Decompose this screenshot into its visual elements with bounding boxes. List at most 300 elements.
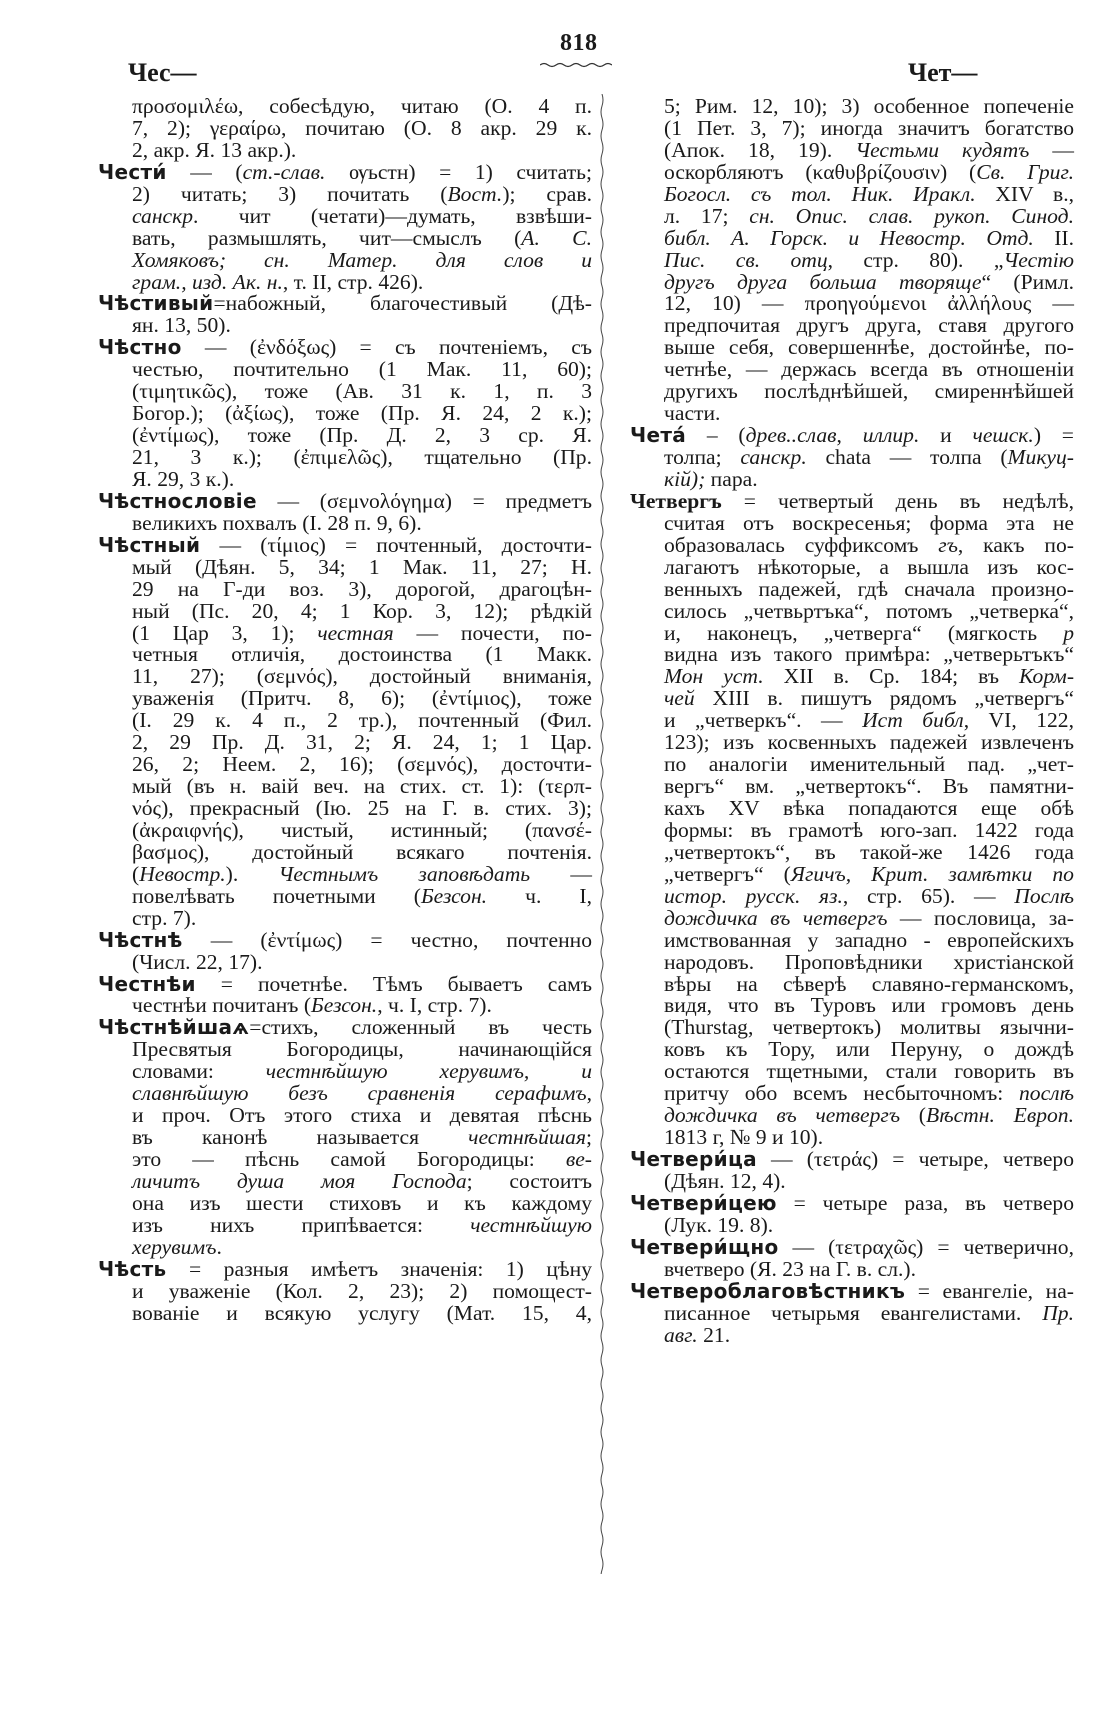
text-line [630, 381, 1074, 403]
text-line [98, 403, 592, 425]
text-line [98, 817, 592, 842]
text-run: ) = [1033, 423, 1074, 448]
entry-headword-line [98, 488, 592, 513]
italic-text: сн. Опис. слав. рукоп. Синод. [749, 203, 1074, 228]
text-run: (І. 29 к. 4 п., 2 тр.), почтенный (Фил. [132, 708, 592, 733]
text-line [630, 598, 1074, 623]
headword: Четвери́щно [630, 1234, 779, 1259]
italic-text: послѣ [1019, 1081, 1074, 1106]
text-run: силось „четвьртъка“, потомъ „четверка́“, [664, 598, 1074, 623]
text-line [98, 644, 592, 666]
text-run: народовъ. Проповѣдники христіанской [664, 949, 1074, 974]
text-run: (Thurstag, четвертокъ) молитвы язычни- [664, 1015, 1074, 1040]
text-line [630, 971, 1074, 996]
italic-text: Безсон. [420, 883, 488, 908]
italic-text: Невостр. [139, 861, 226, 886]
text-run: ян. 13, 50). [132, 313, 231, 338]
text-line [630, 554, 1074, 579]
italic-text: чей [664, 686, 695, 711]
text-line [630, 137, 1074, 162]
text-line [630, 576, 1074, 601]
text-line [630, 1127, 1074, 1149]
text-run: (Апок. 18, 19). [664, 137, 856, 162]
text-run: , VI, 122, [963, 708, 1074, 733]
text-run: XIV в., [975, 181, 1074, 206]
text-run: ковъ къ Тору, или Перуну, о дождѣ [664, 1037, 1074, 1062]
text-run: — (ἐνδόξως) = съ почтеніемъ, съ [181, 335, 592, 360]
headword: Четвери́цею [630, 1190, 777, 1215]
text-run: , ч. I, стр. 7). [377, 993, 492, 1018]
text-line [98, 576, 592, 601]
text-line [630, 359, 1074, 381]
headword: Честнѣи [98, 971, 196, 996]
text-run: 5; Рим. 12, 10); 3) особенное попеченіе [664, 94, 1074, 118]
text-run: четныя отличія, достоинства (1 Макк. [132, 642, 592, 667]
italic-text: библ. А. Горск. и Невостр. Отд. [664, 225, 1034, 250]
text-line [630, 510, 1074, 535]
text-line [630, 905, 1074, 930]
text-line [630, 1256, 1074, 1281]
text-line [630, 949, 1074, 974]
text-run: предпочитая другъ друга, ставя другого [664, 313, 1074, 338]
text-run: (1 Пет. 3, 7); иногда значитъ богатство [664, 115, 1074, 140]
text-run: (1 Цар 3, 1); [132, 620, 318, 645]
text-run: ); срав. [502, 181, 592, 206]
italic-text: дождичка въ четвергъ [664, 905, 888, 930]
text-line [98, 269, 592, 294]
text-line [98, 425, 592, 447]
entry-headword-line [98, 927, 592, 952]
text-line [630, 817, 1074, 842]
text-run: видя, что въ Туровъ или громовъ день [664, 993, 1074, 1018]
text-line [98, 1061, 592, 1083]
text-line [98, 1039, 592, 1061]
text-line [98, 1127, 592, 1149]
italic-text: грам., изд. Ак. н. [132, 269, 283, 294]
headword: Чѣстно [98, 335, 182, 360]
italic-text: иллир. [862, 423, 920, 448]
text-line [630, 1061, 1074, 1083]
text-line [630, 293, 1074, 315]
text-run: ; [586, 1125, 592, 1150]
text-run: образовалась суффиксомъ [664, 532, 939, 557]
text-run: мый (Дѣян. 5, 34; 1 Мак. 11, 27; Н. [132, 554, 592, 579]
italic-text: древ..слав [745, 423, 837, 448]
text-line [630, 688, 1074, 710]
entry-headword-line [630, 1234, 1074, 1259]
italic-text: славнѣйшую безъ сравненія серафимъ [132, 1081, 587, 1106]
text-run: и уваженіе (Кол. 2, 23); 2) помощест- [132, 1278, 592, 1303]
text-run: писанное четырьмя евангелистами. [664, 1300, 1043, 1325]
text-run: = почетнѣе. Тѣмъ бываетъ самъ [195, 971, 592, 996]
text-line [630, 883, 1075, 908]
italic-text: честнѣйшую херувимъ, и [265, 1059, 592, 1084]
headword: Чѣстнѣйшаѧ [98, 1015, 250, 1040]
headword: Чета́ [630, 423, 687, 448]
text-run: ). [225, 861, 279, 886]
entry-headword-line [98, 1017, 592, 1039]
entry-headword-line [630, 1149, 1074, 1171]
text-run: по аналогіи именительный пад. „чет- [664, 752, 1074, 777]
italic-text: санскр. [740, 445, 807, 469]
text-run: оскорбляютъ (καθυβρίζουσιν) ( [664, 159, 977, 184]
text-line [98, 1234, 592, 1259]
text-line [630, 115, 1074, 140]
text-run: = четыре раза, въ четверо [776, 1190, 1074, 1215]
entry-headword-line [630, 1278, 1074, 1303]
italic-text: Безсон. [311, 993, 378, 1018]
page-number: 818 [560, 30, 598, 56]
text-run: л. 17; [664, 203, 750, 228]
entry-headword-line [98, 293, 592, 315]
text-run: — (τίμιος) = почтенный, досточти- [200, 532, 592, 557]
text-line [98, 620, 592, 645]
italic-text: дождичка въ четвергъ [664, 1103, 901, 1128]
text-run: — (τετραχῶς) = четверично, [778, 1234, 1074, 1259]
text-run: считая отъ воскресенья; форма эта не [664, 510, 1074, 535]
text-line [98, 798, 592, 820]
text-run: вованіе и всякую услугу (Мат. 15, 4, [132, 1300, 592, 1325]
italic-text: ст.-слав. [242, 159, 326, 184]
text-run: формы: въ грамотѣ юго-зап. 1422 года [664, 817, 1074, 842]
italic-text: А. С. [521, 225, 592, 250]
text-run: — [530, 861, 592, 886]
italic-text: Хомяковъ; сн. Матер. для слов и [132, 247, 592, 272]
headword: Чѣстнословіе [98, 488, 257, 513]
text-run: — почести, по- [393, 620, 592, 645]
text-line [630, 181, 1074, 206]
text-run: другихъ послѣднѣйшей, смиреннѣйшей [664, 379, 1074, 404]
headword: Чѣстивый [98, 291, 214, 316]
text-run: Богор.); (ἀξίως), тоже (Пр. Я. 24, 2 к.); [132, 401, 592, 426]
text-line [98, 181, 592, 206]
text-run: , т. II, стр. 426). [282, 269, 424, 294]
text-run: изъ нихъ припѣвается: [132, 1212, 471, 1237]
italic-text: Честію [1003, 247, 1074, 272]
text-run: . чит (четати)—думать, взвѣши- [193, 203, 592, 228]
entry-headword-line [98, 532, 592, 557]
italic-text: истор. русск. яз. [664, 883, 843, 908]
text-line [98, 554, 592, 579]
text-run: 2, акр. Я. 13 акр.). [132, 137, 297, 162]
italic-text: Честьми кудятъ [855, 137, 1030, 162]
text-run: — пословица, за- [887, 905, 1074, 930]
text-line [98, 466, 592, 491]
text-line [630, 995, 1074, 1017]
text-run: вѣры на сѣверѣ славяно-германскомъ, [664, 971, 1074, 996]
italic-text: кій); [664, 466, 706, 491]
text-run: — (σεμνολόγημα) = предметъ [256, 488, 592, 513]
text-line [98, 1149, 592, 1171]
text-run: она изъ шести стиховъ и къ каждому [132, 1190, 592, 1215]
text-run: повелѣвать почетными ( [132, 883, 421, 908]
left-column [98, 96, 592, 1325]
italic-text: Микуц- [1007, 445, 1074, 469]
headword: Чѣстнѣ [98, 927, 183, 952]
text-line [630, 269, 1075, 294]
text-line [630, 225, 1074, 250]
text-line [98, 359, 592, 381]
text-line [98, 1212, 592, 1237]
text-line [630, 315, 1074, 337]
text-line [98, 115, 592, 140]
text-line [98, 883, 592, 908]
text-run: честью, почтительно (1 Мак. 11, 60); [132, 357, 592, 382]
text-line [630, 620, 1074, 645]
text-run: честнѣи почитанъ ( [132, 993, 312, 1018]
text-line [98, 1278, 592, 1303]
text-run: (ἐντίμως), тоже (Пр. Д. 2, 3 ср. Я. [132, 423, 592, 448]
italic-text: чешск. [972, 423, 1034, 448]
text-run: 12, 10) — προηγούμενοι ἀλλήλους — [664, 291, 1074, 316]
text-run: II. [1033, 225, 1074, 250]
text-line [98, 247, 592, 272]
text-run: венныхъ падежей, гдѣ сначала произно- [664, 576, 1074, 601]
text-run: 29 на Г-ди воз. 3), дорогой, драгоцѣн- [132, 576, 592, 601]
text-line [98, 381, 592, 403]
text-line [98, 839, 592, 864]
text-run: 2) читать; 3) почитать ( [132, 181, 448, 206]
italic-text: санскр [132, 203, 194, 228]
text-run: — (ἐντίμως) = честно, почтенно [182, 927, 592, 952]
text-run: стр. 7). [132, 905, 197, 930]
text-run: XIII в. пишутъ рядомъ „четвергъ“ [694, 686, 1074, 711]
text-run: выше себя, совершеннѣе, достойнѣе, по- [664, 335, 1074, 360]
text-run: и проч. Отъ этого стиха и девятая пѣснь [132, 1103, 592, 1128]
text-line [630, 247, 1074, 272]
text-line [98, 203, 592, 228]
text-line [630, 159, 1074, 184]
text-run: и [919, 423, 973, 448]
entry-headword-line [98, 337, 592, 359]
italic-text: Богосл. съ тол. Ник. Иракл. [664, 181, 976, 206]
italic-text: гъ [938, 532, 958, 557]
text-line [630, 447, 1074, 469]
text-run: 21. [697, 1322, 731, 1347]
text-line [98, 861, 592, 886]
text-line [98, 666, 592, 688]
text-run: = разныя имѣетъ значенія: 1) цѣну [166, 1256, 592, 1281]
text-run: νός), прекрасный (Ію. 25 на Г. в. стих. 3); [132, 796, 592, 820]
text-run: — (τετράς) = четыре, четверо [756, 1147, 1074, 1171]
headword: Чѣсть [98, 1256, 167, 1281]
text-run: (ἀκραιφνής), чистый, истинный; (πανσέ- [132, 817, 592, 842]
headword: Четвергъ [630, 488, 722, 513]
text-line [98, 949, 592, 974]
text-line [98, 315, 592, 337]
entry-headword-line [98, 971, 592, 996]
italic-text: честнѣйшая [468, 1125, 586, 1150]
text-run: имствованная у западно - европейскихъ [664, 927, 1074, 952]
headword: Четверοблаговѣстникъ [630, 1278, 906, 1303]
text-run: вать, размышлять, чит—смыслъ ( [132, 225, 522, 250]
text-run: притчу обо всемъ несбыточномъ: [664, 1081, 1019, 1106]
text-line [630, 644, 1074, 666]
text-line [630, 1017, 1074, 1039]
text-run: XII в. Ср. 184; въ [763, 664, 1019, 689]
text-run: 11, 27); (σεμνός), достойный вниманія, [132, 664, 592, 689]
text-line [98, 1168, 592, 1193]
text-line [98, 1105, 592, 1127]
entry-headword-line [630, 488, 1074, 513]
text-run: . [216, 1234, 222, 1259]
text-run: и „четверкъ“. — [664, 708, 863, 733]
text-line [98, 1083, 592, 1105]
text-run: (Дѣян. 12, 4). [664, 1168, 786, 1193]
text-line [630, 532, 1074, 557]
text-line [630, 1168, 1074, 1193]
text-run: , [586, 1081, 592, 1106]
text-run: chata — толпа ( [806, 445, 1008, 469]
text-line [98, 688, 592, 710]
text-run: (τιμητικῶς), тоже (Ав. 31 к. 1, п. 3 [132, 379, 592, 404]
text-run: , стр. 80). „ [827, 247, 1004, 272]
text-line [98, 225, 592, 250]
text-line [98, 1300, 592, 1325]
text-line [98, 732, 592, 754]
text-line [630, 403, 1074, 425]
italic-text: Пр. [1042, 1300, 1074, 1325]
text-run: ч. I, [487, 883, 592, 908]
text-line [630, 776, 1074, 798]
italic-text: Вѣстн. Европ. [926, 1103, 1074, 1128]
text-run: кахъ XV вѣка попадаются еще обѣ [664, 796, 1074, 820]
italic-text: честнѣйшую [470, 1212, 592, 1237]
text-line [630, 1083, 1074, 1105]
text-run: =набожный, благочестивый (Дѣ- [213, 291, 592, 316]
right-guide-word: Чет— [908, 58, 978, 87]
text-line [98, 776, 592, 798]
italic-text: Пис. св. отц [664, 247, 828, 272]
text-run: „четвертокъ“, въ такой-же 1426 года [664, 839, 1074, 864]
text-run: „четвергъ“ ( [664, 861, 791, 886]
right-column [630, 96, 1074, 1346]
italic-text: честная [317, 620, 394, 645]
text-run: 7, 2); γεραίρω, почитаю (О. 8 акр. 29 к. [132, 115, 592, 140]
text-line [98, 510, 592, 535]
text-line [630, 1322, 1074, 1347]
text-run: Я. 29, 3 к.). [132, 466, 235, 491]
text-line [630, 466, 1074, 491]
text-run: – ( [686, 423, 746, 448]
text-run: мый (въ н. ваій веч. на стих. ст. 1): (τερπ- [132, 774, 592, 799]
text-run: и, наконецъ, „четверга“ (мягкость [664, 620, 1064, 645]
text-run: =стихъ, сложенный въ честь [249, 1015, 592, 1040]
text-run: — [1029, 137, 1074, 162]
text-run: вергъ“ вм. „четвертокъ“. Въ памятни- [664, 774, 1074, 799]
text-run: ; состоитъ [466, 1168, 592, 1193]
text-line [630, 861, 1074, 886]
text-run: 1813 г, № 9 и 10). [664, 1125, 824, 1150]
text-run: лагаютъ нѣкоторые, а вышла изъ кос- [664, 554, 1074, 579]
text-line [630, 1212, 1074, 1237]
text-run: великихъ похвалъ (І. 28 п. 9, 6). [132, 510, 422, 535]
text-line [98, 96, 592, 118]
text-run: βασμος), достойный всякаго почтенія. [132, 839, 592, 864]
text-line [630, 1300, 1074, 1325]
text-run: 21, 3 к.); (ἐπιμελῶς), тщательно (Пр. [132, 445, 592, 469]
text-run: ( [132, 861, 140, 886]
headword: Чѣстный [98, 532, 201, 557]
italic-text: Ист библ [862, 708, 964, 733]
text-run: части. [664, 401, 721, 426]
text-run: четнѣе, — держась всегда въ отношеніи [664, 357, 1074, 382]
text-line [630, 839, 1074, 864]
page-number-wavy-rule [540, 62, 612, 68]
italic-text: Ягичъ, Крит. замѣтки по [790, 861, 1074, 886]
text-line [630, 1039, 1074, 1061]
text-line [98, 754, 592, 776]
text-line [98, 710, 592, 732]
text-run: , какъ по- [957, 532, 1074, 557]
italic-text: Вост. [447, 181, 503, 206]
column-divider [598, 94, 606, 1574]
text-line [98, 905, 592, 930]
text-run: ный (Пс. 20, 4; 1 Кор. 3, 12); рѣдкій [132, 598, 592, 623]
italic-text: Корм- [1019, 664, 1075, 689]
italic-text: Честнымъ заповѣдать [278, 861, 531, 886]
text-run: 2, 29 Пр. Д. 31, 2; Я. 24, 1; 1 Цар. [132, 730, 592, 755]
text-run: “ (Римл. [981, 269, 1075, 294]
text-run: = евангеліе, на- [905, 1278, 1074, 1303]
text-run: , стр. 65). — [842, 883, 1015, 908]
text-run: вчетверо (Я. 23 на Г. в. сл.). [664, 1256, 917, 1281]
entry-headword-line [630, 425, 1074, 447]
text-run: 123); изъ косвенныхъ падежей извлеченъ [664, 730, 1074, 755]
italic-text: Мон уст. [664, 664, 764, 689]
text-line [630, 754, 1074, 776]
text-run: = четвертый день въ недѣлѣ, [721, 488, 1074, 513]
text-run: ( [900, 1103, 926, 1128]
text-line [630, 96, 1074, 118]
entry-headword-line [98, 159, 592, 184]
text-run: προσομιλέω, собесѣдую, читаю (О. 4 п. [132, 94, 592, 118]
italic-text: р [1063, 620, 1074, 645]
text-line [630, 710, 1074, 732]
italic-text: херувимъ [132, 1234, 217, 1259]
text-run: — ( [166, 159, 243, 184]
text-run: въ канонѣ называется [132, 1125, 469, 1150]
text-run: это — пѣснь самой Богородицы: [132, 1147, 566, 1171]
text-run: , [836, 423, 863, 448]
text-run: 26, 2; Неем. 2, 16); (σεμνός), досточти- [132, 752, 592, 777]
text-line [630, 927, 1074, 952]
text-line [98, 1190, 592, 1215]
entry-headword-line [98, 1256, 592, 1281]
text-run: ѹьстн) = 1) считать; [325, 159, 592, 184]
italic-text: личитъ душа моя Господа [132, 1168, 467, 1193]
text-run: остаются тщетными, стали говорить въ [664, 1059, 1074, 1084]
text-line [98, 598, 592, 623]
text-run: уваженія (Притч. 8, 6); (ἐντίμιος), тоже [132, 686, 592, 711]
text-run: (Лук. 19. 8). [664, 1212, 774, 1237]
text-line [98, 137, 592, 162]
text-line [630, 203, 1074, 228]
italic-text: Св. Григ. [976, 159, 1074, 184]
italic-text: ве- [565, 1147, 592, 1171]
headword: Чести́ [98, 159, 167, 184]
text-run: толпа; [664, 445, 741, 469]
entry-headword-line [630, 1190, 1074, 1215]
text-run: словами: [132, 1059, 266, 1084]
text-line [98, 447, 592, 469]
text-line [630, 732, 1074, 754]
left-guide-word: Чес— [128, 58, 197, 87]
text-run: (Числ. 22, 17). [132, 949, 263, 974]
text-line [630, 337, 1074, 359]
text-run: пара. [705, 466, 758, 491]
text-line [630, 1105, 1074, 1127]
